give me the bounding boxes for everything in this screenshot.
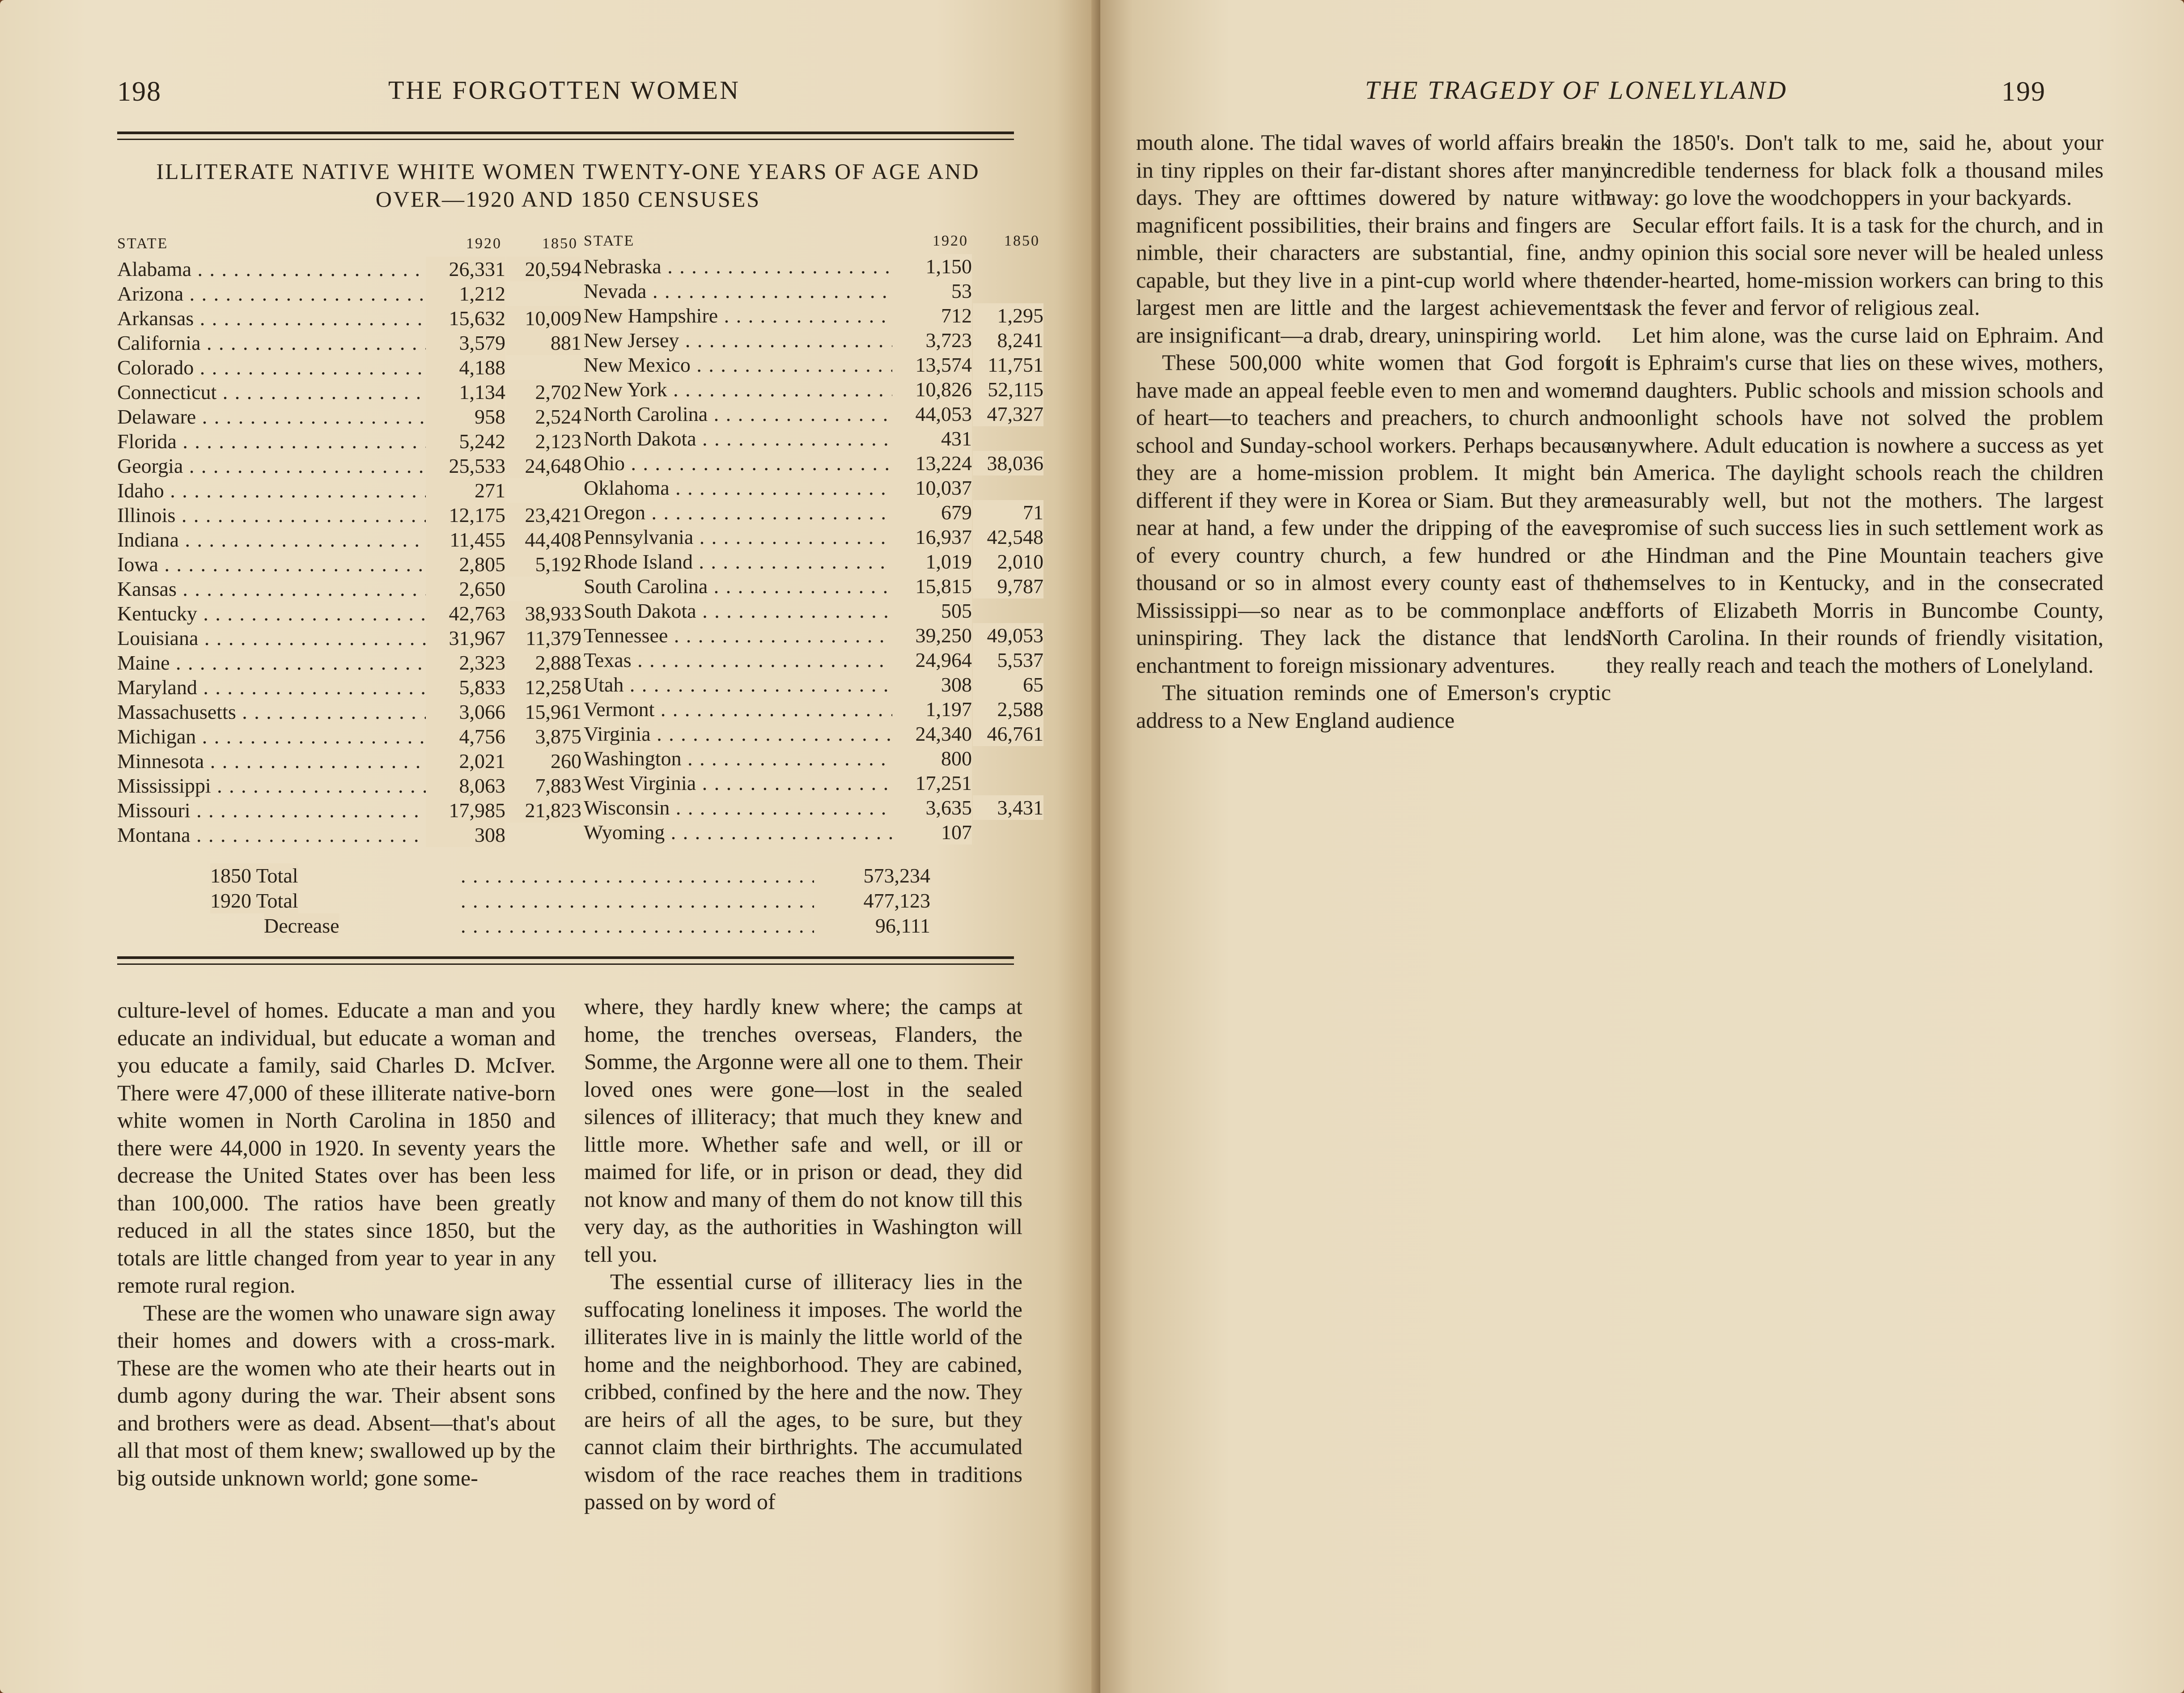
table-row (117, 773, 581, 798)
state-name: New Hampshire . . . (584, 303, 968, 328)
running-head: THE TRAGEDY OF LONELYLAND (1365, 76, 1788, 105)
state-name: West Virginia . . . (584, 771, 968, 795)
state-name: South Dakota . . . (584, 598, 968, 623)
value-1850: 23,421 (506, 503, 581, 527)
table-row (584, 254, 1031, 279)
table-row (584, 377, 1043, 402)
value-1920: 5,833 (426, 675, 505, 700)
table-row (117, 257, 581, 281)
state-name: Idaho . . . (117, 478, 502, 503)
table-row (584, 820, 1031, 844)
value-1850: 52,115 (973, 377, 1043, 402)
text-column-1 (117, 997, 556, 1492)
table-rows-right (584, 254, 1043, 844)
page-number: 198 (117, 76, 161, 107)
total-label: 1850 Total (210, 863, 298, 888)
dot-leader (461, 863, 863, 888)
table-row (117, 306, 581, 331)
state-name: Utah . . . (584, 672, 968, 697)
value-1850: 44,408 (506, 527, 581, 552)
value-1920: 12,175 (426, 503, 505, 527)
total-value: 96,111 (814, 913, 930, 938)
value-1850: 11,751 (973, 352, 1043, 377)
dot-leader (461, 888, 863, 913)
value-1920: 431 (892, 426, 972, 451)
table-row (584, 500, 1043, 525)
state-name: Colorado . . . (117, 355, 502, 380)
value-1920: 1,150 (892, 254, 972, 279)
total-value: 477,123 (814, 888, 930, 913)
state-name: Arizona . . . (117, 281, 502, 306)
table-row (117, 404, 581, 429)
value-1920: 3,579 (426, 331, 505, 355)
state-name: Virginia . . . (584, 721, 968, 746)
value-1920: 5,242 (426, 429, 505, 454)
header-1920: 1920 (466, 235, 502, 252)
value-1920: 4,756 (426, 724, 505, 749)
value-1920: 17,985 (426, 798, 505, 823)
value-1850: 11,379 (506, 626, 581, 650)
table-row (117, 700, 581, 724)
value-1850: 46,761 (973, 721, 1043, 746)
value-1850: 3,875 (506, 724, 581, 749)
table-row (117, 724, 581, 749)
table-row (584, 648, 1043, 672)
table-row (584, 721, 1043, 746)
table-row (584, 279, 1031, 303)
table-row (117, 527, 581, 552)
value-1850: 2,123 (506, 429, 581, 454)
table-row (584, 402, 1043, 426)
table-row (117, 675, 581, 700)
state-name: New Mexico . . . (584, 352, 968, 377)
value-1920: 26,331 (426, 257, 505, 281)
value-1920: 13,574 (892, 352, 972, 377)
value-1920: 308 (892, 672, 972, 697)
running-head: THE FORGOTTEN WOMEN (388, 76, 740, 105)
table-column-left (117, 232, 581, 847)
state-name: Wyoming . . . (584, 820, 968, 844)
bottom-double-rule (117, 956, 1014, 959)
total-value: 573,234 (814, 863, 930, 888)
table-row (117, 355, 564, 380)
value-1850: 5,537 (973, 648, 1043, 672)
value-1920: 2,021 (426, 749, 505, 773)
table-totals (210, 863, 930, 938)
state-name: Montana . . . (117, 823, 502, 847)
total-row (210, 913, 930, 938)
state-name: Nebraska . . . (584, 254, 968, 279)
value-1920: 1,197 (892, 697, 972, 721)
value-1850: 49,053 (973, 623, 1043, 648)
table-row (584, 598, 1031, 623)
table-rows-left (117, 257, 581, 847)
state-name: Washington . . . (584, 746, 968, 771)
state-name: Texas . . . (584, 648, 968, 672)
state-name: Ohio . . . (584, 451, 968, 475)
table-row (117, 380, 581, 404)
value-1850: 12,258 (506, 675, 581, 700)
table-header (117, 232, 578, 257)
value-1920: 1,134 (426, 380, 505, 404)
table-row (117, 798, 581, 823)
state-name: Oregon . . . (584, 500, 968, 525)
total-label: Decrease (264, 913, 339, 938)
value-1850: 24,648 (506, 454, 581, 478)
total-row (210, 863, 930, 888)
value-1920: 13,224 (892, 451, 972, 475)
paragraph: These 500,000 white women that God forgot have made an appeal feeble even to men and women of heart—to teachers and preachers, to church and school and Sunday-school workers. Perhaps because they are a home-mission problem. It might be different if they were in Korea or Siam. But they are near at hand, a few under the dripping of the eaves of every country church, a few hundred or a thousand or so in almost every county east of the Mississippi—so near as to be commonplace and uninspiring. They lack the distance that lends enchantment to foreign missionary adventures. (1136, 350, 1611, 678)
header-1850: 1850 (1004, 233, 1040, 249)
table-row (584, 771, 1031, 795)
table-row (584, 451, 1043, 475)
table-row (584, 672, 1043, 697)
dot-leader (461, 913, 863, 938)
value-1920: 2,323 (426, 650, 505, 675)
table-row (117, 281, 564, 306)
state-name: Illinois . . . (117, 503, 502, 527)
value-1920: 800 (892, 746, 972, 771)
table-row (584, 328, 1043, 352)
state-name: Kentucky . . . (117, 601, 502, 626)
state-name: Iowa . . . (117, 552, 502, 577)
value-1850: 10,009 (506, 306, 581, 331)
text-column-2 (584, 993, 1022, 1516)
value-1920: 24,964 (892, 648, 972, 672)
value-1850: 9,787 (973, 574, 1043, 598)
value-1920: 3,635 (892, 795, 972, 820)
value-1920: 15,815 (892, 574, 972, 598)
value-1920: 39,250 (892, 623, 972, 648)
table-row (584, 697, 1043, 721)
state-name: Mississippi . . . (117, 773, 502, 798)
state-name: Alabama . . . (117, 257, 502, 281)
state-name: North Carolina . . . (584, 402, 968, 426)
state-name: California . . . (117, 331, 502, 355)
table-row (584, 475, 1031, 500)
paragraph: culture-level of homes. Educate a man and you educate an individual, but educate a woman and you educate a family, said Charles D. McIver. There were 47,000 of these illiterate native-born white women in North Carolina in 1850 and there were 44,000 in 1920. In seventy years the decrease the United States over has been less than 100,000. The ratios have been greatly reduced in all the states since 1850, but the totals are little changed from year to year in any remote rural region. (117, 997, 556, 1298)
right-page (1100, 0, 2184, 1693)
table-title-line2: OVER—1920 AND 1850 CENSUSES (375, 187, 761, 212)
table-row (117, 650, 581, 675)
state-name: Michigan . . . (117, 724, 502, 749)
value-1850: 65 (973, 672, 1043, 697)
value-1920: 15,632 (426, 306, 505, 331)
value-1920: 679 (892, 500, 972, 525)
top-double-rule (117, 132, 1014, 134)
value-1920: 3,723 (892, 328, 972, 352)
state-name: Nevada . . . (584, 279, 968, 303)
table-row (584, 352, 1043, 377)
value-1920: 53 (892, 279, 972, 303)
value-1920: 16,937 (892, 525, 972, 549)
value-1920: 44,053 (892, 402, 972, 426)
value-1850: 2,702 (506, 380, 581, 404)
value-1850: 1,295 (973, 303, 1043, 328)
paragraph: The essential curse of illiteracy lies in the suffocating loneliness it imposes. The world the illiterates live in is mainly the little world of the home and the neighborhood. They are cabined, cribbed, confined by the here and the now. They are heirs of all the ages, to be sure, but they cannot claim their birthrights. The accumulated wisdom of the race reaches them in traditions passed on by word of (584, 1269, 1022, 1514)
value-1920: 42,763 (426, 601, 505, 626)
value-1920: 2,805 (426, 552, 505, 577)
table-column-right (584, 229, 1043, 844)
state-name: Missouri . . . (117, 798, 502, 823)
value-1920: 10,826 (892, 377, 972, 402)
value-1850: 47,327 (973, 402, 1043, 426)
value-1920: 3,066 (426, 700, 505, 724)
value-1920: 25,533 (426, 454, 505, 478)
state-name: Georgia . . . (117, 454, 502, 478)
value-1920: 1,019 (892, 549, 972, 574)
value-1920: 24,340 (892, 721, 972, 746)
text-column-1 (1136, 129, 1611, 734)
state-name: Wisconsin . . . (584, 795, 968, 820)
state-name: Vermont . . . (584, 697, 968, 721)
value-1850: 7,883 (506, 773, 581, 798)
value-1920: 958 (426, 404, 505, 429)
total-row (210, 888, 930, 913)
state-name: New Jersey . . . (584, 328, 968, 352)
table-row (117, 823, 564, 847)
table-header (584, 229, 1040, 254)
state-name: Connecticut . . . (117, 380, 502, 404)
value-1920: 2,650 (426, 577, 505, 601)
state-name: Florida . . . (117, 429, 502, 454)
state-name: Massachusetts . . . (117, 700, 502, 724)
header-state: STATE (584, 233, 635, 249)
state-name: Pennsylvania . . . (584, 525, 968, 549)
table-row (117, 626, 581, 650)
paragraph: Secular effort fails. It is a task for the church, and in my opinion this social sore never will be healed unless tender-hearted, home-mission workers can bring to this task the fever and fervor of religious zeal. (1606, 212, 2103, 320)
table-row (117, 454, 581, 478)
value-1850: 20,594 (506, 257, 581, 281)
state-name: Rhode Island . . . (584, 549, 968, 574)
value-1850: 38,036 (973, 451, 1043, 475)
paragraph: Let him alone, was the curse laid on Ephraim. And it is Ephraim's curse that lies on these wives, mothers, and daughters. Public schools and mission schools and moonlight schools have not solved the problem anywhere. Adult education is nowhere a success as yet in America. The daylight schools reach the children measurably well, but not the mothers. The largest promise of such success lies in such settlement work as the Hindman and the Pine Mountain teachers give themselves to in Kentucky, and in the consecrated efforts of Elizabeth Morris in Buncombe County, North Carolina. In their rounds of friendly visitation, they really reach and teach the mothers of Lonelyland. (1606, 322, 2103, 678)
total-label: 1920 Total (210, 888, 298, 913)
paragraph: where, they hardly knew where; the camps at home, the trenches overseas, Flanders, the Somme, the Argonne were all one to them. Their loved ones were gone—lost in the sealed silences of illiteracy; that much they knew and little more. Whether safe and well, or ill or maimed for life, or in prison or dead, they did not know and many of them do not know till this very day, as the authorities in Washington will tell you. (584, 994, 1022, 1267)
table-row (584, 746, 1031, 771)
value-1920: 4,188 (426, 355, 505, 380)
value-1850: 3,431 (973, 795, 1043, 820)
table-row (117, 601, 581, 626)
state-name: Indiana . . . (117, 527, 502, 552)
value-1850: 2,010 (973, 549, 1043, 574)
value-1920: 31,967 (426, 626, 505, 650)
value-1850: 2,524 (506, 404, 581, 429)
value-1850: 260 (506, 749, 581, 773)
table-row (584, 574, 1043, 598)
value-1920: 712 (892, 303, 972, 328)
header-state: STATE (117, 235, 169, 252)
value-1850: 8,241 (973, 328, 1043, 352)
state-name: Louisiana . . . (117, 626, 502, 650)
value-1920: 8,063 (426, 773, 505, 798)
value-1920: 17,251 (892, 771, 972, 795)
value-1920: 1,212 (426, 281, 505, 306)
table-row (117, 552, 581, 577)
state-name: Maryland . . . (117, 675, 502, 700)
header-1920: 1920 (933, 233, 968, 249)
value-1850: 42,548 (973, 525, 1043, 549)
state-name: Kansas . . . (117, 577, 502, 601)
paragraph: in the 1850's. Don't talk to me, said he, about your incredible tenderness for black folk a thousand miles away: go love the woodchoppers in your backyards. (1606, 130, 2103, 210)
page-number: 199 (2002, 76, 2046, 107)
state-name: New York . . . (584, 377, 968, 402)
table-row (584, 426, 1031, 451)
value-1850: 881 (506, 331, 581, 355)
state-name: Arkansas . . . (117, 306, 502, 331)
state-name: Maine . . . (117, 650, 502, 675)
table-row (117, 577, 564, 601)
value-1920: 107 (892, 820, 972, 844)
text-column-2 (1606, 129, 2103, 679)
state-name: Oklahoma . . . (584, 475, 968, 500)
value-1850: 5,192 (506, 552, 581, 577)
value-1920: 505 (892, 598, 972, 623)
paragraph: These are the women who unaware sign away their homes and dowers with a cross-mark. These are the women who ate their hearts out in dumb agony during the war. Their absent sons and brothers were as dead. Absent—that's about all that most of them knew; swallowed up by the big outside unknown world; gone some- (117, 1300, 556, 1490)
table-row (584, 549, 1043, 574)
value-1850: 2,888 (506, 650, 581, 675)
table-row (584, 795, 1043, 820)
table-title-line1: ILLITERATE NATIVE WHITE WOMEN TWENTY-ONE YEARS OF AGE AND (156, 159, 980, 184)
value-1850: 21,823 (506, 798, 581, 823)
state-name: South Carolina . . . (584, 574, 968, 598)
state-name: North Dakota . . . (584, 426, 968, 451)
table-row (584, 623, 1043, 648)
table-row (117, 749, 581, 773)
table-row (584, 525, 1043, 549)
value-1850: 2,588 (973, 697, 1043, 721)
table-row (117, 503, 581, 527)
paragraph: The situation reminds one of Emerson's cryptic address to a New England audience (1136, 680, 1611, 733)
value-1920: 10,037 (892, 475, 972, 500)
table-row (117, 478, 564, 503)
table-row (117, 331, 581, 355)
value-1920: 271 (426, 478, 505, 503)
state-name: Minnesota . . . (117, 749, 502, 773)
table-row (117, 429, 581, 454)
table-row (584, 303, 1043, 328)
state-name: Delaware . . . (117, 404, 502, 429)
header-1850: 1850 (542, 235, 578, 252)
value-1850: 71 (973, 500, 1043, 525)
value-1850: 15,961 (506, 700, 581, 724)
value-1850: 38,933 (506, 601, 581, 626)
paragraph: mouth alone. The tidal waves of world affairs break in tiny ripples on their far-distant shores after many days. They are ofttimes dowered by nature with magnificent possibilities, their brains and fingers are nimble, their characters are substantial, fine, and capable, but they live in a pint-cup world where the largest men are little and the largest achievements are insignificant—a drab, dreary, uninspiring world. (1136, 130, 1611, 348)
state-name: Tennessee . . . (584, 623, 968, 648)
value-1920: 308 (426, 823, 505, 847)
value-1920: 11,455 (426, 527, 505, 552)
